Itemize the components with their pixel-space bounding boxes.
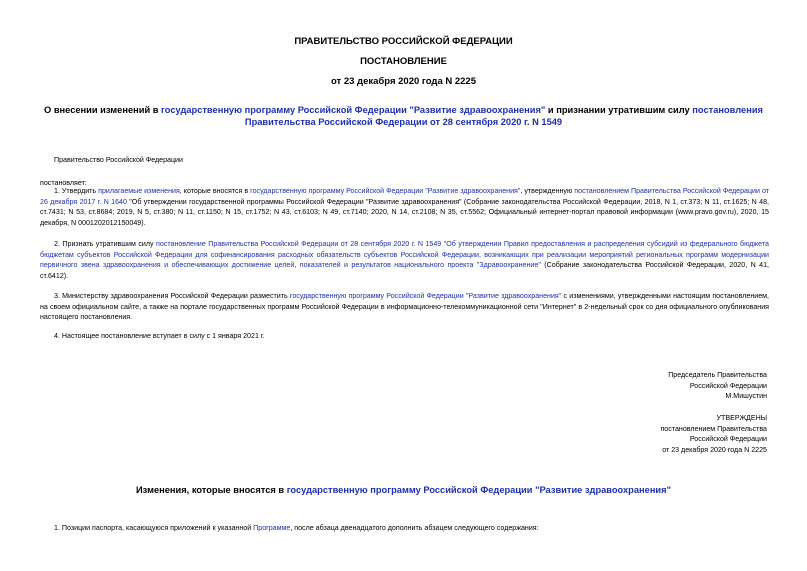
p1-link-resolution-1640[interactable]: постановлением Правительства Российской Федерации от 26 декабря 2017 г. N 1640 bbox=[40, 187, 769, 206]
p3-link-program[interactable]: государственную программу Российской Федерации "Развитие здравоохранения" bbox=[289, 292, 562, 300]
paragraph-3 bbox=[40, 291, 769, 323]
document-date-number: от 23 декабря 2020 года N 2225 bbox=[330, 76, 476, 87]
approved-block bbox=[660, 413, 767, 455]
title-text-2: и признании утратившим силу bbox=[545, 105, 693, 115]
changes-title-link[interactable]: государственную программу Российской Федерации "Развитие здравоохранения" bbox=[286, 485, 671, 495]
signature-position: Председатель Правительства bbox=[668, 371, 767, 379]
item1-text-a: 1. Позиции паспорта, касающуюся приложений к указанной bbox=[54, 524, 254, 532]
p3-text-a: 3. Министерству здравоохранения Российской Федерации разместить bbox=[54, 292, 290, 300]
changes-title-text: Изменения, которые вносятся в bbox=[136, 485, 287, 495]
title-link-resolution[interactable]: постановления bbox=[692, 105, 763, 115]
p2-text-c: (Собрание законодательства Российской Федерации, 2020, N 41, ст.6412). bbox=[40, 261, 770, 280]
paragraph-4: 4. Настоящее постановление вступает в силу с 1 января 2021 г. bbox=[54, 332, 265, 340]
p1-text-c: , утвержденную bbox=[520, 187, 575, 195]
signature-block bbox=[668, 370, 767, 402]
p1-text-a: 1. Утвердить bbox=[54, 187, 99, 195]
title-text-1: О внесении изменений в bbox=[44, 105, 162, 115]
approved-label: УТВЕРЖДЕНЫ bbox=[716, 414, 767, 422]
approved-country: Российской Федерации bbox=[689, 435, 767, 443]
item1-link-program[interactable]: Программе bbox=[253, 524, 291, 532]
government-text: Правительство Российской Федерации bbox=[54, 156, 183, 164]
signature-name: М.Мишустин bbox=[725, 392, 767, 400]
changes-title bbox=[0, 484, 807, 496]
document-type: ПОСТАНОВЛЕНИЕ bbox=[360, 56, 447, 67]
item1-text-b: , после абзаца двенадцатого дополнить абзацем следующего содержания: bbox=[290, 524, 539, 532]
p1-link-program[interactable]: государственную программу Российской Федерации "Развитие здравоохранения" bbox=[250, 187, 521, 195]
p2-text-a: 2. Признать утратившим силу bbox=[54, 240, 156, 248]
signature-country: Российской Федерации bbox=[689, 381, 767, 390]
government-heading: ПРАВИТЕЛЬСТВО РОССИЙСКОЙ ФЕДЕРАЦИИ bbox=[294, 36, 513, 47]
p3-text-b: с изменениями, утвержденными настоящим постановлением, на своем официальном сайте, а также на портале государственных программ Российской Федерации в информационно-телекоммуникационной сети "Интернет" в 2-недельный срок со дня официального опубликования настоящего постановления. bbox=[40, 292, 769, 321]
p1-link-changes[interactable]: прилагаемые изменения bbox=[98, 187, 180, 195]
p1-text-b: , которые вносятся в bbox=[179, 187, 251, 195]
paragraph-1 bbox=[40, 186, 769, 228]
decrees-text: постановляет: bbox=[40, 179, 87, 187]
paragraph-2 bbox=[40, 239, 769, 281]
p1-text-d: "Об утверждении государственной программы Российской Федерации "Развитие здравоохранения" (Собрание законодательства Российской Федерации, 2018, N 1, ст.373; N 11, ст.1625; N 48, ст.7431; N 53, ст.8684; 2019, N 5, ст.380; N 11, ст.1150; N 15, ст.1752; N 43, ст.6103; N 49, ст.7140; 2020, N 14, ст.2108; N 35, ст.5562; Официальный интернет-портал правовой информации (www.pravo.gov.ru), 2020, 15 декабря, N 0001202012150049). bbox=[40, 197, 769, 227]
approved-by: постановлением Правительства bbox=[660, 424, 767, 433]
document-title bbox=[40, 104, 767, 128]
approved-date: от 23 декабря 2020 года N 2225 bbox=[662, 445, 767, 454]
title-link-program[interactable]: государственную программу Российской Федерации "Развитие здравоохранения" bbox=[161, 105, 546, 115]
title-link-resolution-1549[interactable]: Правительства Российской Федерации от 28 сентября 2020 г. N 1549 bbox=[244, 117, 563, 127]
p2-link-rules[interactable]: "Об утверждении Правил предоставления и распределения субсидий из федерального бюджета бюджетам субъектов Российской Федерации для софинансирования расходных обязательств субъектов Российской Федерации, возникающих при реализации мероприятий региональных программ модернизации первичного звена здравоохранения и обеспечивающих достижение целей, показателей и результатов национального проекта "Здравоохранение" bbox=[40, 240, 769, 269]
changes-item-1 bbox=[54, 523, 539, 534]
p2-link-resolution-1549[interactable]: постановление Правительства Российской Федерации от 28 сентября 2020 г. N 1549 bbox=[156, 240, 442, 248]
